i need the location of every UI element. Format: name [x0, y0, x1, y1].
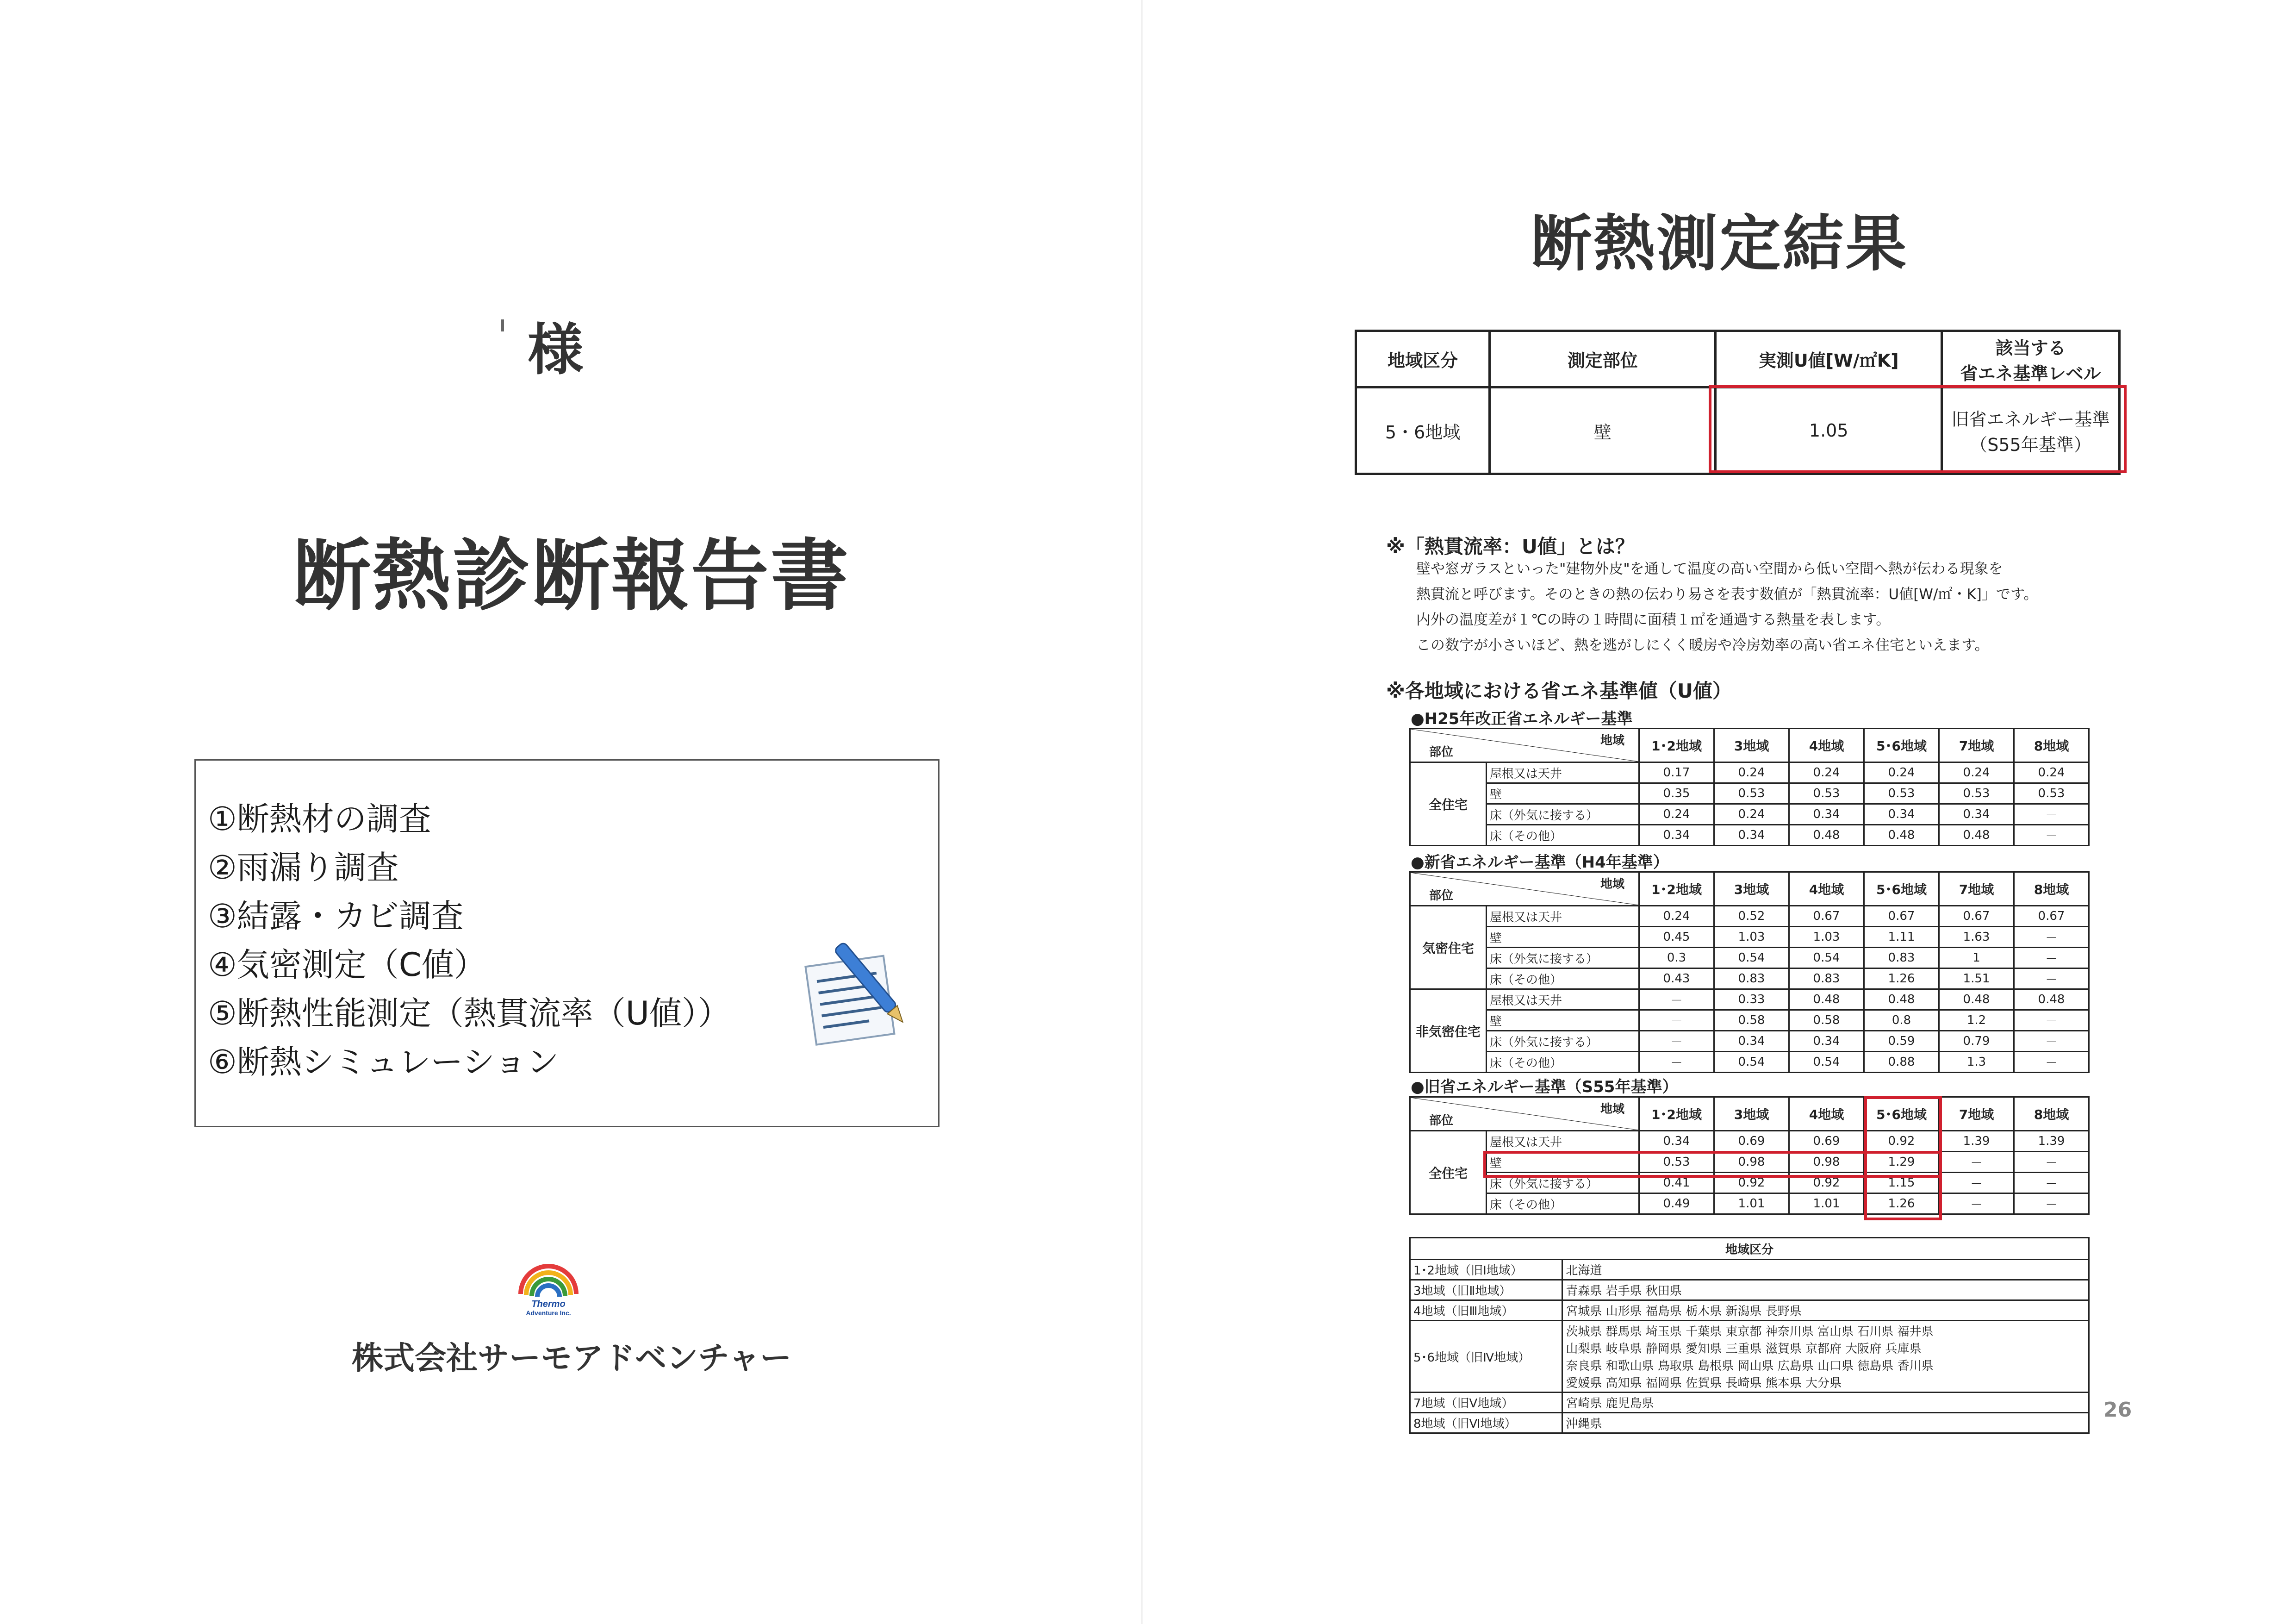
u-value-cell: －: [2014, 1193, 2089, 1214]
report-title: 断熱診断報告書: [293, 531, 850, 621]
zone-header: 7地域: [1939, 1097, 2014, 1131]
u-value-cell: 0.69: [1789, 1131, 1864, 1152]
u-value-cell: 0.98: [1789, 1152, 1864, 1173]
u-value-cell: 0.17: [1639, 762, 1714, 783]
u-value-cell: 0.45: [1639, 927, 1714, 948]
zone-header: 5･6地域: [1864, 729, 1939, 762]
u-value-cell: －: [1939, 1193, 2014, 1214]
u-value-cell: 0.3: [1639, 948, 1714, 968]
diag-label-part: 部位: [1429, 1114, 1454, 1128]
part-label: 床（その他）: [1487, 1052, 1639, 1073]
contents-item: ③結露・カビ調査: [208, 897, 464, 935]
diag-label-zone: 地域: [1600, 877, 1624, 891]
results-title: 断熱測定結果: [1531, 208, 1909, 280]
u-value-cell: 0.48: [1789, 825, 1864, 846]
prefecture-line: 奈良県 和歌山県 鳥取県 島根県 岡山県 広島県 山口県 徳島県 香川県: [1566, 1359, 1934, 1373]
u-value-cell: 0.53: [1639, 1152, 1714, 1173]
u-value-cell: 0.83: [1864, 948, 1939, 968]
prefecture-line: 沖縄県: [1566, 1417, 1602, 1431]
zone-header: 7地域: [1939, 729, 2014, 762]
housing-type: 非気密住宅: [1410, 989, 1487, 1073]
u-value-cell: －: [1939, 1152, 2014, 1173]
u-value-cell: －: [2014, 825, 2089, 846]
u-value-cell: 0.83: [1714, 968, 1789, 989]
zone-header: 3地域: [1714, 729, 1789, 762]
header-level-line1: 該当する: [1995, 337, 2066, 358]
u-value-cell: 0.48: [1939, 989, 2014, 1010]
result-region: 5・6地域: [1356, 387, 1490, 474]
u-value-cell: －: [1939, 1173, 2014, 1193]
u-value-cell: 1.01: [1789, 1193, 1864, 1214]
housing-type: 全住宅: [1410, 1131, 1487, 1214]
u-value-cell: 0.53: [2014, 783, 2089, 804]
zone-header: 1･2地域: [1639, 872, 1714, 906]
u-value-cell: 0.33: [1714, 989, 1789, 1010]
u-value-note-line: 熱貫流と呼びます。そのときの熱の伝わり易さを表す数値が「熱貫流率：U値[W/㎡・K]」です。: [1416, 586, 2038, 603]
u-value-cell: 0.69: [1714, 1131, 1789, 1152]
zone-header: 3地域: [1714, 1097, 1789, 1131]
table-caption: ●H25年改正省エネルギー基準: [1411, 710, 1633, 728]
header-region: 地域区分: [1356, 331, 1490, 387]
part-label: 屋根又は天井: [1487, 989, 1639, 1010]
u-value-cell: 0.59: [1864, 1031, 1939, 1052]
u-value-cell: 1.03: [1789, 927, 1864, 948]
header-level: [1941, 331, 2119, 387]
header-u-value: 実測U値[W/㎡K]: [1716, 331, 1942, 387]
contents-item: ②雨漏り調査: [208, 849, 399, 887]
u-value-cell: －: [1639, 1052, 1714, 1073]
u-value-cell: －: [2014, 1052, 2089, 1073]
u-value-cell: 1.51: [1939, 968, 2014, 989]
u-value-cell: 0.58: [1714, 1010, 1789, 1031]
name-mark: [501, 319, 504, 331]
u-value-cell: 0.34: [1714, 1031, 1789, 1052]
region-zone: 5･6地域（旧Ⅳ地域）: [1410, 1321, 1562, 1393]
region-zone: 1･2地域（旧Ⅰ地域）: [1410, 1260, 1562, 1280]
zone-header: 7地域: [1939, 872, 2014, 906]
u-value-cell: 0.34: [1864, 804, 1939, 825]
diag-label-zone: 地域: [1600, 1102, 1624, 1116]
u-value-cell: 0.48: [1864, 989, 1939, 1010]
contents-item: ⑤断熱性能測定（熱貫流率（U値））: [208, 994, 730, 1032]
u-value-note-line: 内外の温度差が１℃の時の１時間に面積１㎡を通過する熱量を表します。: [1416, 612, 1891, 628]
u-value-cell: －: [2014, 1173, 2089, 1193]
part-label: 床（外気に接する）: [1487, 948, 1639, 968]
page-number: 26: [2103, 1398, 2132, 1422]
zone-header: 8地域: [2014, 1097, 2089, 1131]
zone-header: 4地域: [1789, 729, 1864, 762]
u-value-cell: 0.41: [1639, 1173, 1714, 1193]
u-value-cell: 0.67: [1939, 906, 2014, 927]
prefecture-line: 宮崎県 鹿児島県: [1566, 1397, 1654, 1411]
part-label: 床（その他）: [1487, 968, 1639, 989]
zone-header: 4地域: [1789, 1097, 1864, 1131]
company-name: 株式会社サーモアドベンチャー: [352, 1340, 791, 1377]
u-value-cell: 0.48: [1864, 825, 1939, 846]
region-prefectures: [1562, 1280, 2089, 1300]
u-value-cell: 1.39: [1939, 1131, 2014, 1152]
u-value-cell: 0.48: [1789, 989, 1864, 1010]
u-value-cell: －: [2014, 1010, 2089, 1031]
u-value-cell: 0.35: [1639, 783, 1714, 804]
result-level-sub: （S55年基準）: [1970, 435, 2091, 455]
part-label: 屋根又は天井: [1487, 906, 1639, 927]
u-value-cell: 0.24: [1939, 762, 2014, 783]
highlight-result: [1709, 385, 2127, 473]
u-value-cell: 0.67: [2014, 906, 2089, 927]
table-caption: ●新省エネルギー基準（H4年基準）: [1411, 853, 1669, 872]
region-zone: 4地域（旧Ⅲ地域）: [1410, 1300, 1562, 1321]
u-value-cell: －: [1639, 1010, 1714, 1031]
u-value-cell: －: [2014, 1031, 2089, 1052]
zone-header: 1･2地域: [1639, 729, 1714, 762]
logo-text-line2: Adventure Inc.: [526, 1309, 571, 1317]
u-value-cell: 0.79: [1939, 1031, 2014, 1052]
diag-label-part: 部位: [1429, 745, 1454, 759]
part-label: 床（その他）: [1487, 825, 1639, 846]
u-value-cell: 0.92: [1789, 1173, 1864, 1193]
region-zone: 3地域（旧Ⅱ地域）: [1410, 1280, 1562, 1300]
u-value-cell: 0.53: [1939, 783, 2014, 804]
contents-item: ①断熱材の調査: [208, 800, 431, 838]
u-value-cell: 0.48: [1939, 825, 2014, 846]
region-prefectures: [1562, 1393, 2089, 1413]
salutation: 様: [528, 318, 583, 382]
u-value-cell: 0.53: [1789, 783, 1864, 804]
diag-label-part: 部位: [1429, 889, 1454, 903]
zone-header: 5･6地域: [1864, 872, 1939, 906]
u-value-note-title: ※「熱貫流率：U値」とは？: [1386, 535, 1635, 558]
u-value-cell: －: [2014, 948, 2089, 968]
u-value-cell: 1.3: [1939, 1052, 2014, 1073]
memo-pen-icon: [796, 935, 916, 1051]
standards-title: ※各地域における省エネ基準値（U値）: [1386, 680, 1732, 702]
header-level-line2: 省エネ基準レベル: [1960, 363, 2101, 384]
u-value-cell: 0.34: [1639, 1131, 1714, 1152]
u-value-cell: 1.63: [1939, 927, 2014, 948]
u-value-cell: 0.54: [1714, 1052, 1789, 1073]
contents-item: ④気密測定（C値）: [208, 946, 486, 984]
zone-header: 8地域: [2014, 872, 2089, 906]
u-value-cell: 1.2: [1939, 1010, 2014, 1031]
u-value-cell: 1.03: [1714, 927, 1789, 948]
u-value-cell: －: [1639, 1031, 1714, 1052]
u-value-cell: 0.92: [1714, 1173, 1789, 1193]
region-prefectures: [1562, 1321, 2089, 1393]
u-value-cell: 0.92: [1864, 1131, 1939, 1152]
u-value-cell: 1.26: [1864, 968, 1939, 989]
housing-type: 全住宅: [1410, 762, 1487, 846]
part-label: 壁: [1487, 783, 1639, 804]
result-u-value: 1.05: [1716, 387, 1942, 474]
region-zone: 8地域（旧Ⅵ地域）: [1410, 1413, 1562, 1433]
prefecture-line: 茨城県 群馬県 埼玉県 千葉県 東京都 神奈川県 富山県 石川県 福井県: [1566, 1325, 1934, 1339]
zone-header: 8地域: [2014, 729, 2089, 762]
region-prefectures: [1562, 1300, 2089, 1321]
header-diagonal: [1410, 1097, 1639, 1131]
header-part: 測定部位: [1490, 331, 1716, 387]
highlight-wall-row: [1483, 1151, 1941, 1178]
u-value-cell: 0.24: [1789, 762, 1864, 783]
region-table: [1409, 1237, 2090, 1434]
header-diagonal: [1410, 872, 1639, 906]
u-value-cell: 0.54: [1714, 948, 1789, 968]
u-value-cell: 0.98: [1714, 1152, 1789, 1173]
u-value-cell: 0.8: [1864, 1010, 1939, 1031]
u-value-cell: 1.11: [1864, 927, 1939, 948]
u-value-cell: 0.54: [1789, 1052, 1864, 1073]
housing-type: 気密住宅: [1410, 906, 1487, 989]
result-level-name: 旧省エネルギー基準: [1951, 409, 2110, 430]
u-value-cell: 1.26: [1864, 1193, 1939, 1214]
part-label: 床（外気に接する）: [1487, 804, 1639, 825]
u-value-note-line: この数字が小さいほど、熱を逃がしにくく暖房や冷房効率の高い省エネ住宅といえます。: [1416, 637, 1989, 654]
u-value-cell: 0.88: [1864, 1052, 1939, 1073]
u-value-cell: 0.24: [1639, 906, 1714, 927]
standards-table-h25: [1409, 728, 2090, 846]
part-label: 屋根又は天井: [1487, 762, 1639, 783]
part-label: 床（その他）: [1487, 1193, 1639, 1214]
region-table-header: 地域区分: [1410, 1238, 2089, 1260]
u-value-cell: 0.48: [2014, 989, 2089, 1010]
u-value-cell: 1: [1939, 948, 2014, 968]
prefecture-line: 青森県 岩手県 秋田県: [1566, 1284, 1682, 1298]
zone-header: 5･6地域: [1864, 1097, 1939, 1131]
u-value-cell: 1.15: [1864, 1173, 1939, 1193]
u-value-cell: 0.24: [1639, 804, 1714, 825]
part-label: 壁: [1487, 1010, 1639, 1031]
u-value-note-line: 壁や窓ガラスといった"建物外皮"を通して温度の高い空間から低い空間へ熱が伝わる現象を: [1416, 561, 2003, 577]
part-label: 床（外気に接する）: [1487, 1031, 1639, 1052]
prefecture-line: 北海道: [1566, 1264, 1602, 1278]
contents-item: ⑥断熱シミュレーション: [208, 1043, 559, 1081]
prefecture-line: 宮城県 山形県 福島県 栃木県 新潟県 長野県: [1566, 1305, 1802, 1318]
u-value-cell: 0.58: [1789, 1010, 1864, 1031]
u-value-cell: 1.39: [2014, 1131, 2089, 1152]
diag-label-zone: 地域: [1600, 734, 1624, 748]
thermo-adventure-logo: [511, 1257, 585, 1317]
u-value-cell: －: [2014, 927, 2089, 948]
u-value-cell: 0.43: [1639, 968, 1714, 989]
u-value-cell: 0.52: [1714, 906, 1789, 927]
u-value-cell: －: [2014, 804, 2089, 825]
region-zone: 7地域（旧Ⅴ地域）: [1410, 1393, 1562, 1413]
prefecture-line: 愛媛県 高知県 福岡県 佐賀県 長崎県 熊本県 大分県: [1566, 1376, 1842, 1390]
u-value-cell: 1.29: [1864, 1152, 1939, 1173]
u-value-cell: 0.34: [1714, 825, 1789, 846]
u-value-cell: －: [2014, 1152, 2089, 1173]
u-value-cell: 0.24: [2014, 762, 2089, 783]
zone-header: 1･2地域: [1639, 1097, 1714, 1131]
u-value-cell: 0.49: [1639, 1193, 1714, 1214]
table-caption: ●旧省エネルギー基準（S55年基準）: [1411, 1078, 1678, 1096]
u-value-cell: 0.67: [1789, 906, 1864, 927]
zone-header: 4地域: [1789, 872, 1864, 906]
logo-text-line1: Thermo: [531, 1299, 566, 1309]
u-value-cell: 1.01: [1714, 1193, 1789, 1214]
u-value-cell: 0.24: [1714, 762, 1789, 783]
u-value-cell: 0.67: [1864, 906, 1939, 927]
u-value-cell: 0.53: [1864, 783, 1939, 804]
u-value-cell: 0.54: [1789, 948, 1864, 968]
u-value-cell: 0.83: [1789, 968, 1864, 989]
header-diagonal: [1410, 729, 1639, 762]
part-label: 屋根又は天井: [1487, 1131, 1639, 1152]
part-label: 壁: [1487, 1152, 1639, 1173]
u-value-cell: 0.34: [1789, 1031, 1864, 1052]
standards-table-h4: [1409, 871, 2090, 1073]
prefecture-line: 山梨県 岐阜県 静岡県 愛知県 三重県 滋賀県 京都府 大阪府 兵庫県: [1566, 1342, 1922, 1356]
u-value-cell: －: [2014, 968, 2089, 989]
u-value-cell: 0.24: [1714, 804, 1789, 825]
u-value-cell: 0.34: [1939, 804, 2014, 825]
u-value-cell: 0.53: [1714, 783, 1789, 804]
region-prefectures: [1562, 1260, 2089, 1280]
zone-header: 3地域: [1714, 872, 1789, 906]
u-value-cell: 0.24: [1864, 762, 1939, 783]
u-value-cell: －: [1639, 989, 1714, 1010]
u-value-cell: 0.34: [1639, 825, 1714, 846]
region-prefectures: [1562, 1413, 2089, 1433]
part-label: 壁: [1487, 927, 1639, 948]
u-value-cell: 0.34: [1789, 804, 1864, 825]
part-label: 床（外気に接する）: [1487, 1173, 1639, 1193]
result-part: 壁: [1490, 387, 1716, 474]
